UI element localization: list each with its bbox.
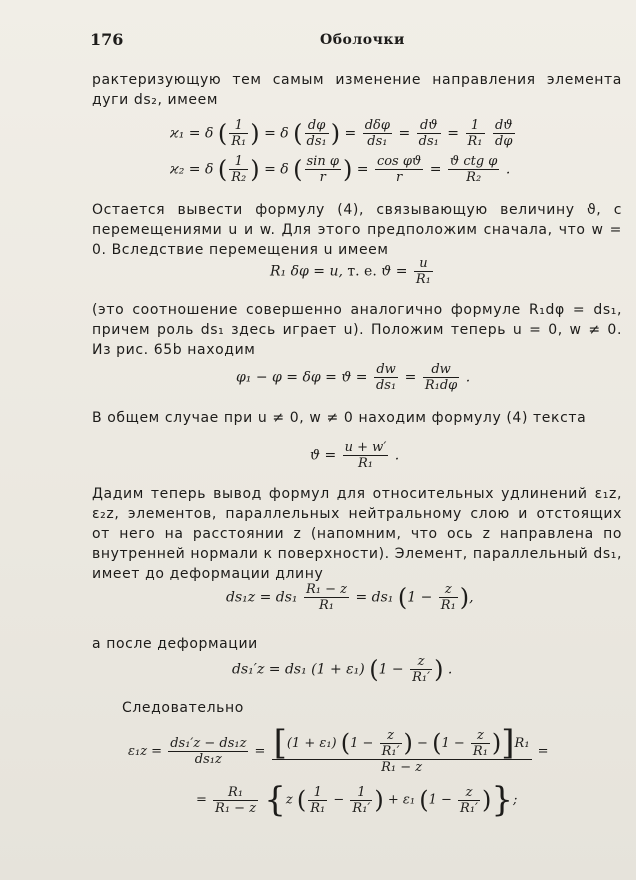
paragraph-6: а после деформации (92, 636, 258, 652)
paragraph-4: В общем случае при u ≠ 0, w ≠ 0 находим формулу (4) текста (92, 410, 587, 426)
frac (466, 118, 485, 149)
frac-den: dφ (495, 134, 513, 149)
frac-num: dw (423, 362, 459, 378)
formula-text: = δ (264, 161, 289, 178)
frac-den: ds₁ (418, 134, 439, 149)
frac-num: R₁ (213, 785, 258, 801)
frac-den: R₁ (472, 744, 488, 759)
frac-den: r (319, 170, 326, 185)
formula-text: φ₁ − φ = δφ = ϑ = (236, 369, 368, 386)
frac-den: R₂ (466, 170, 482, 185)
frac-num: z (439, 582, 458, 598)
frac (493, 118, 515, 149)
frac (168, 736, 248, 767)
formula-text: R₁ δφ = u, (270, 263, 343, 280)
frac-den: R₁ (318, 598, 334, 613)
frac-num: 1 (466, 118, 485, 134)
frac-num: cos φϑ (376, 154, 422, 169)
frac (350, 785, 372, 816)
formula-text: = ds₁ (355, 589, 394, 606)
formula-strain-result: = $\frac{\text{R₁}}{\text{R₁ − z}}$ {z ( $\frac{1}{\text{R₁}}$ − $\frac{1}{\text{R₁′}}$ ) + ε₁ (1 − $\frac{z}{\text{R₁′}}$ )}; (196, 780, 518, 820)
frac-num: z (458, 785, 480, 801)
formula-text: ds₁′z = ds₁ (1 + ε₁) (232, 661, 365, 678)
frac (229, 118, 248, 149)
formula-kappa2-lhs: ϰ₂ = δ (170, 161, 214, 178)
formula-text: 1 − (378, 661, 404, 678)
frac (374, 362, 398, 393)
formula-text: − (333, 792, 345, 808)
formula-text: 1 − (428, 792, 452, 808)
frac-big-num: [(1 + ε₁) (1 − $\frac{z}{\text{R₁′}}$ ) − (1 − $\frac{z}{\text{R₁}}$ )]R₁ (273, 723, 530, 763)
frac-den: R₁ − z (215, 800, 257, 816)
frac (417, 118, 441, 149)
formula-text: = (196, 792, 207, 808)
formula-text: z (285, 792, 293, 808)
formula-kappa1: ϰ₁ = δ ( $\frac{1}{\text{R₁}}$ ) = δ ( $\frac{d\varphi}{\text{ds₁}}$ ) = $\frac{\text{dδφ}}{\text{ds₁}}$ = $\frac{dϑ}{\text{ds₁}}$ = $\frac{1}{\text{R₁}}$ $\frac{dϑ}{d\varphi}$ (170, 118, 513, 149)
frac (414, 256, 433, 287)
formula-text: ϑ = (310, 447, 337, 464)
frac-big-den: R₁ − z (381, 760, 423, 775)
frac-den: R₁′ (412, 670, 431, 685)
frac-den: ds₁ (306, 134, 327, 149)
frac-den: R₂ (231, 170, 247, 185)
formula-text: ϑ = (381, 263, 408, 280)
frac-num: dφ (305, 118, 329, 134)
formula-kappa1-lhs: ϰ₁ = δ (170, 125, 214, 142)
frac-den: R₁ (310, 800, 326, 816)
frac-den: R₁ (231, 134, 247, 149)
frac (423, 362, 459, 393)
formula-text: = δ (264, 125, 289, 142)
frac-den: R₁dφ (424, 378, 458, 393)
formula-strain: ε₁z = $\frac{\text{ds₁′z − ds₁z}}{\text{ds₁z}}$ = [(1 + ε₁) (1 − $\frac{z}{\text{R₁′}}$ ) − (1 − $\frac{z}{\text{R₁}}$ )]R₁ R₁ − z = (128, 723, 549, 775)
formula-text: + ε₁ (387, 792, 416, 808)
frac-den: r (396, 170, 403, 185)
frac-den: R₁ (415, 272, 431, 287)
frac-big (272, 723, 532, 775)
frac-den: R₁′ (381, 744, 400, 759)
frac (375, 154, 423, 185)
frac-num: sin φ (306, 154, 339, 169)
paragraph-5: Дадим теперь вывод формул для относительных удлинений ε₁z, ε₂z, элементов, параллельных нейтральному слою и отстоящих от него на расстоянии z (напомним, что ось z направлена по внутренней нормали к поверхности). Элемент, параллельный ds₁, имеет до деформации длину (92, 486, 622, 582)
frac (380, 728, 402, 759)
formula-text: т. е. (347, 263, 377, 280)
frac-den: R₁ (357, 456, 373, 471)
frac-den: ds₁ (375, 378, 397, 393)
frac-num: z (471, 728, 490, 744)
frac-num: 1 (229, 154, 248, 170)
frac-den: R₁ (467, 134, 483, 149)
formula-length-after: ds₁′z = ds₁ (1 + ε₁) (1 − $\frac{z}{\text{R₁′}}$ ) . (232, 654, 453, 685)
formula-length-before: ds₁z = ds₁ $\frac{\text{R₁ − z}}{\text{R₁}}$ = ds₁ (1 − $\frac{z}{\text{R₁}}$ ), (226, 582, 474, 613)
formula-rotation-u (270, 256, 435, 287)
frac-den: R₁′ (460, 800, 478, 816)
formula-text: (1 + ε₁) (286, 736, 337, 751)
frac (305, 118, 329, 149)
formula-text: 1 − (350, 736, 374, 751)
frac (213, 785, 258, 816)
frac-num: dϑ (417, 118, 441, 134)
frac-num: 1 (229, 118, 248, 134)
paragraph-7: Следовательно (122, 700, 244, 716)
page-header (90, 30, 596, 52)
frac-den: R₁ (440, 598, 456, 613)
frac (439, 582, 458, 613)
frac-num: R₁ − z (305, 582, 347, 597)
formula-text: − (417, 736, 428, 751)
paragraph-2: Остается вывести формулу (4), связывающую величину ϑ, с перемещениями u и w. Для этого предположим сначала, что w = 0. Вследствие перемещения u имеем (92, 202, 622, 258)
frac-den: R₁′ (352, 800, 371, 816)
formula-text: 1 − (407, 589, 433, 606)
frac (471, 728, 490, 759)
frac-num: z (410, 654, 432, 670)
frac (308, 785, 327, 816)
formula-kappa2: ϰ₂ = δ ( $\frac{1}{\text{R₂}}$ ) = δ ( $\frac{\text{sin φ}}{r}$ ) = $\frac{\text{cos φϑ}}{r}$ = $\frac{\text{ϑ ctg φ}}{\text{R₂}}$ . (170, 154, 511, 185)
frac-num: u (414, 256, 433, 272)
formula-text: ; (513, 792, 518, 808)
frac-num: dϑ (494, 118, 513, 133)
frac-num: ϑ ctg φ (449, 154, 498, 169)
frac (343, 440, 389, 471)
formula-text: ds₁z = ds₁ (226, 589, 298, 606)
frac (410, 654, 432, 685)
frac-num: 1 (308, 785, 327, 801)
paragraph-1: рактеризующую тем самым изменение направления элемента дуги ds₂, имеем (92, 72, 622, 108)
frac (458, 785, 480, 816)
frac (448, 154, 500, 185)
formula-rotation-w: φ₁ − φ = δφ = ϑ = $\frac{dw}{\text{ds₁}}$ = $\frac{dw}{\text{R₁dφ}}$ . (236, 362, 471, 393)
formula-text: R₁ (514, 736, 530, 751)
frac-num: dw (374, 362, 398, 378)
page-number: 176 (90, 30, 124, 49)
frac-num: z (380, 728, 402, 744)
running-title: Оболочки (320, 32, 405, 48)
frac-den: ds₁ (367, 134, 388, 149)
frac (363, 118, 392, 149)
formula-4: ϑ = $\frac{u + w'}{\text{R₁}}$ . (310, 440, 400, 471)
frac-num: dδφ (364, 118, 390, 133)
frac (229, 154, 248, 185)
frac (305, 154, 341, 185)
paragraph-3: (это соотношение совершенно аналогично формуле R₁dφ = ds₁, причем роль ds₁ здесь играет u). Положим теперь u = 0, w ≠ 0. Из рис. 65b находим (92, 302, 622, 358)
frac-den: ds₁z (194, 752, 222, 767)
frac-num: 1 (350, 785, 372, 801)
frac-num: ds₁′z − ds₁z (170, 736, 247, 751)
frac-num: u + w′ (344, 440, 387, 455)
formula-text: ε₁z = (128, 744, 163, 759)
frac (304, 582, 349, 613)
formula-text: 1 − (441, 736, 465, 751)
